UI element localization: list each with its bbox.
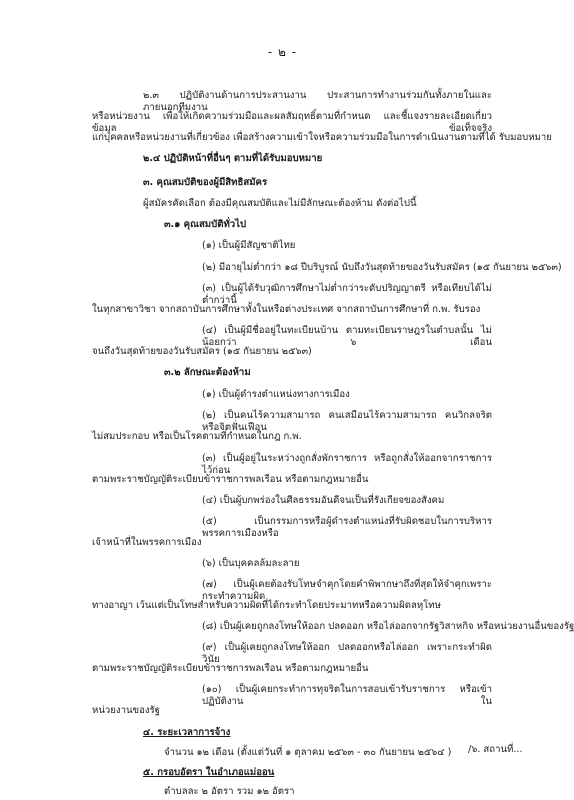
section-5-detail: ตำบลละ ๒ อัตรา รวม ๑๒ อัตรา — [164, 786, 295, 797]
p-6: (๖) เป็นบุคคลล้มละลาย — [202, 558, 300, 569]
heading-3-2: ๓.๒ ลักษณะต้องห้าม — [164, 367, 251, 378]
heading-3-1: ๓.๑ คุณสมบัติทั่วไป — [164, 219, 247, 230]
page-number: - ๒ - — [267, 45, 298, 59]
section-5-heading: ๕. กรอบอัตรา ในอำเภอแม่ออน — [143, 767, 275, 778]
p-2-line-1: (๒) เป็นคนไร้ความสามารถ คนเสมือนไร้ความสามารถ คนวิกลจริตหรือจิตฟั่นเฟือน — [202, 410, 492, 433]
q-4-line-2: จนถึงวันสุดท้ายของวันรับสมัคร (๑๕ กันยายน ๒๕๖๓) — [92, 346, 312, 357]
para-2-3-line-2: หรือหน่วยงาน เพื่อให้เกิดความร่วมมือและผลสัมฤทธิ์ตามที่กำหนด และชี้แจงรายละเอียดเกี่ยวข้อมูล ข้อเท็จจริง — [92, 111, 492, 134]
q-3-line-2: ในทุกสาขาวิชา จากสถาบันการศึกษาทั้งในหรือต่างประเทศ จากสถาบันการศึกษาที่ ก.พ. รับรอง — [92, 304, 481, 315]
p-9-line-1: (๙) เป็นผู้เคยถูกลงโทษให้ออก ปลดออกหรือไล่ออก เพราะกระทำผิดวินัย — [202, 642, 492, 665]
p-8: (๘) เป็นผู้เคยถูกลงโทษให้ออก ปลดออก หรือไล่ออกจากรัฐวิสาหกิจ หรือหน่วยงานอื่นของรัฐ — [202, 621, 574, 632]
p-3-line-1: (๓) เป็นผู้อยู่ในระหว่างถูกสั่งพักราชการ หรือถูกสั่งให้ออกจากราชการไว้ก่อน — [202, 453, 492, 476]
p-7-line-2: ทางอาญา เว้นแต่เป็นโทษสำหรับความผิดที่ได้กระทำโดยประมาทหรือความผิดลหุโทษ — [92, 600, 441, 611]
section-3-heading: ๓. คุณสมบัติของผู้มีสิทธิสมัคร — [143, 177, 268, 188]
p-5-line-1: (๕) เป็นกรรมการหรือผู้ดำรงตำแหน่งที่รับผิดชอบในการบริหารพรรคการเมืองหรือ — [202, 516, 492, 539]
section-4-heading: ๔. ระยะเวลาการจ้าง — [143, 727, 231, 738]
para-2-3-line-3: แก่บุคคลหรือหน่วยงานที่เกี่ยวข้อง เพื่อสร้างความเข้าใจหรือความร่วมมือในการดำเนินงานตามที่ได้ รับมอบหมาย — [92, 132, 552, 143]
p-5-line-2: เจ้าหน้าที่ในพรรคการเมือง — [92, 537, 202, 548]
continuation-note: /๖. สถานที่... — [468, 744, 523, 755]
para-2-3-line-1: ๒.๓ ปฏิบัติงานด้านการประสานงาน ประสานการทำงานร่วมกันทั้งภายในและภายนอกทีมงาน — [143, 90, 492, 113]
q-2: (๒) มีอายุไม่ต่ำกว่า ๑๘ ปีบริบูรณ์ นับถึงวันสุดท้ายของวันรับสมัคร (๑๕ กันยายน ๒๕๖๓) — [202, 262, 562, 273]
section-3-intro: ผู้สมัครคัดเลือก ต้องมีคุณสมบัติและไม่มีลักษณะต้องห้าม ดังต่อไปนี้ — [143, 198, 417, 209]
para-2-4: ๒.๔ ปฏิบัติหน้าที่อื่นๆ ตามที่ได้รับมอบหมาย — [143, 153, 323, 164]
p-10-line-2: หน่วยงานของรัฐ — [92, 705, 160, 716]
p-1: (๑) เป็นผู้ดำรงตำแหน่งทางการเมือง — [202, 389, 350, 400]
section-4-detail: จำนวน ๑๒ เดือน (ตั้งแต่วันที่ ๑ ตุลาคม ๒๕๖๓ - ๓๐ กันยายน ๒๕๖๔ ) — [164, 747, 452, 758]
q-3-line-1: (๓) เป็นผู้ได้รับวุฒิการศึกษาไม่ต่ำกว่าระดับปริญญาตรี หรือเทียบได้ไม่ต่ำกว่านี้ — [202, 283, 492, 306]
p-7-line-1: (๗) เป็นผู้เคยต้องรับโทษจำคุกโดยคำพิพากษาถึงที่สุดให้จำคุกเพราะกระทำความผิด — [202, 579, 492, 602]
p-10-line-1: (๑๐) เป็นผู้เคยกระทำการทุจริตในการสอบเข้ารับราชการ หรือเข้าปฏิบัติงาน ใน — [202, 684, 492, 707]
q-4-line-1: (๔) เป็นผู้มีชื่ออยู่ในทะเบียนบ้าน ตามทะเบียนราษฎรในตำบลนั้น ไม่น้อยกว่า ๖ เดือน — [202, 325, 492, 348]
p-9-line-2: ตามพระราชบัญญัติระเบียบข้าราชการพลเรือน หรือตามกฎหมายอื่น — [92, 663, 369, 674]
q-1: (๑) เป็นผู้มีสัญชาติไทย — [202, 240, 296, 251]
p-2-line-2: ไม่สมประกอบ หรือเป็นโรคตามที่กำหนดในกฎ ก.พ. — [92, 431, 302, 442]
p-4: (๔) เป็นผู้บกพร่องในศีลธรรมอันดีจนเป็นที่รังเกียจของสังคม — [202, 495, 445, 506]
p-3-line-2: ตามพระราชบัญญัติระเบียบข้าราชการพลเรือน หรือตามกฎหมายอื่น — [92, 474, 369, 485]
